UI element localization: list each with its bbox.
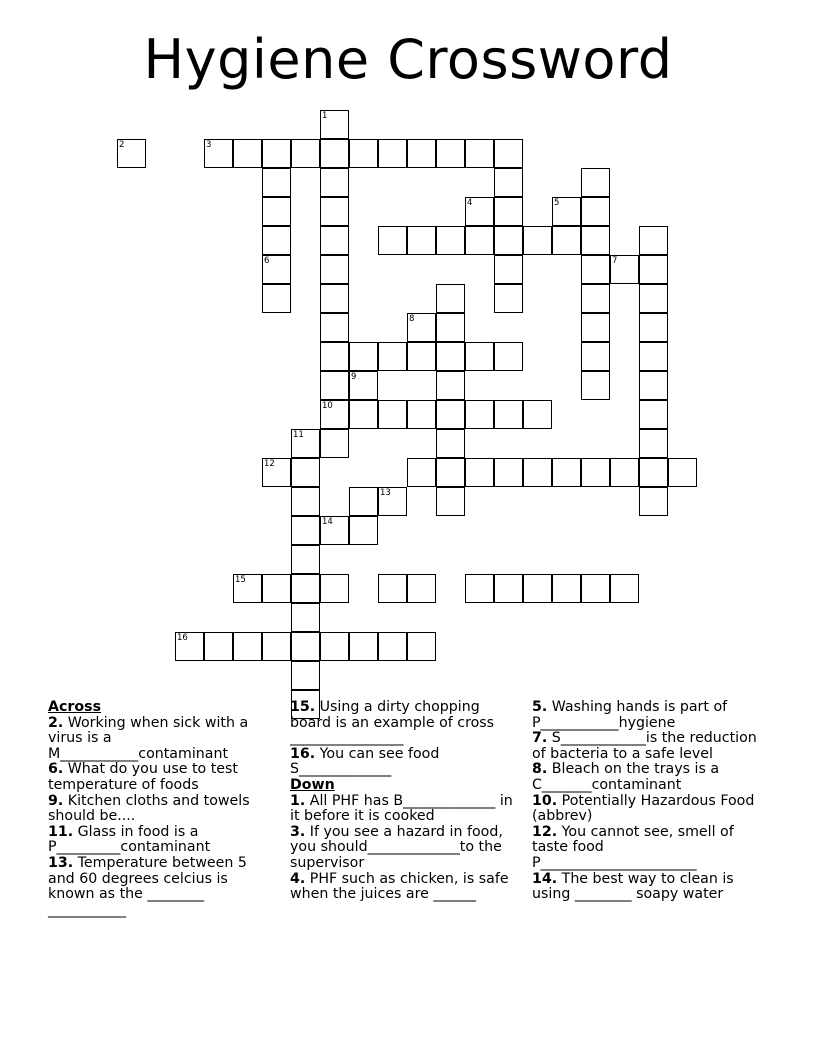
- crossword-cell[interactable]: [581, 313, 610, 342]
- crossword-cell[interactable]: [349, 139, 378, 168]
- clue-number: 2.: [48, 714, 64, 731]
- clues-column-2: [290, 700, 525, 903]
- crossword-cell[interactable]: [320, 371, 349, 400]
- clue-number: 10.: [532, 792, 558, 809]
- crossword-cell[interactable]: [465, 342, 494, 371]
- clue-number-label: 15: [235, 575, 246, 585]
- crossword-cell[interactable]: [291, 139, 320, 168]
- crossword-cell[interactable]: [436, 487, 465, 516]
- clue-text: PHF such as chicken, is safe when the juices are ______: [290, 870, 509, 903]
- clue-item: [290, 700, 525, 747]
- clue-text: Glass in food is a P_________contaminant: [48, 823, 211, 856]
- clue-item: [48, 825, 268, 856]
- crossword-cell[interactable]: [262, 226, 291, 255]
- clue-number: 3.: [290, 823, 306, 840]
- clue-number: 1.: [290, 792, 306, 809]
- crossword-cell[interactable]: [581, 168, 610, 197]
- crossword-cell[interactable]: [523, 458, 552, 487]
- crossword-cell[interactable]: [233, 574, 262, 603]
- crossword-cell[interactable]: [639, 226, 668, 255]
- crossword-cell[interactable]: [465, 458, 494, 487]
- clue-number-label: 13: [380, 488, 391, 498]
- crossword-cell[interactable]: [204, 139, 233, 168]
- clue-list-col2-across: [290, 700, 525, 778]
- crossword-cell[interactable]: [465, 400, 494, 429]
- crossword-cell[interactable]: [291, 603, 320, 632]
- crossword-cell[interactable]: [262, 458, 291, 487]
- crossword-cell[interactable]: [494, 342, 523, 371]
- crossword-cell[interactable]: [204, 632, 233, 661]
- crossword-cell[interactable]: [320, 110, 349, 139]
- crossword-cell[interactable]: [581, 226, 610, 255]
- crossword-cell[interactable]: [639, 342, 668, 371]
- crossword-cell[interactable]: [291, 458, 320, 487]
- clue-item: [532, 762, 772, 793]
- clue-item: [532, 700, 772, 731]
- clue-text: What do you use to test temperature of foods: [48, 761, 238, 793]
- clue-item: [532, 825, 772, 872]
- crossword-cell[interactable]: [349, 487, 378, 516]
- clue-text: Working when sick with a virus is a M___________contaminant: [48, 714, 249, 762]
- crossword-cell[interactable]: [349, 632, 378, 661]
- crossword-cell[interactable]: [262, 632, 291, 661]
- crossword-cell[interactable]: [581, 574, 610, 603]
- clue-number-label: 11: [293, 430, 304, 440]
- clue-item: [48, 762, 268, 793]
- crossword-cell[interactable]: [320, 168, 349, 197]
- crossword-cell[interactable]: [407, 342, 436, 371]
- clue-text: Potentially Hazardous Food (abbrev): [532, 792, 755, 825]
- crossword-cell[interactable]: [639, 429, 668, 458]
- down-heading: Down: [290, 776, 335, 793]
- crossword-cell[interactable]: [581, 197, 610, 226]
- crossword-cell[interactable]: [494, 458, 523, 487]
- crossword-cell[interactable]: [581, 255, 610, 284]
- clue-item: [290, 825, 525, 872]
- clue-number: 4.: [290, 870, 306, 887]
- clue-number: 8.: [532, 761, 548, 778]
- crossword-cell[interactable]: [320, 255, 349, 284]
- crossword-cell[interactable]: [581, 342, 610, 371]
- crossword-cell[interactable]: [436, 371, 465, 400]
- crossword-cell[interactable]: [639, 371, 668, 400]
- crossword-cell[interactable]: [117, 139, 146, 168]
- clue-text: The best way to clean is using ________ soapy water: [532, 870, 734, 903]
- crossword-cell[interactable]: [494, 255, 523, 284]
- clue-text: Kitchen cloths and towels should be....: [48, 792, 250, 825]
- clue-text: You cannot see, smell of taste food P______________________: [532, 823, 734, 871]
- crossword-cell[interactable]: [378, 487, 407, 516]
- crossword-cell[interactable]: [407, 139, 436, 168]
- crossword-cell[interactable]: [639, 487, 668, 516]
- crossword-cell[interactable]: [262, 197, 291, 226]
- crossword-cell[interactable]: [494, 168, 523, 197]
- crossword-cell[interactable]: [639, 255, 668, 284]
- crossword-cell[interactable]: [639, 400, 668, 429]
- clue-item: [532, 794, 772, 825]
- crossword-cell[interactable]: [291, 429, 320, 458]
- clue-item: [290, 872, 525, 903]
- clue-list-col1: [48, 716, 268, 919]
- clue-text: Bleach on the trays is a C_______contaminant: [532, 761, 720, 793]
- crossword-cell[interactable]: [494, 226, 523, 255]
- crossword-cell[interactable]: [291, 574, 320, 603]
- crossword-cell[interactable]: [262, 139, 291, 168]
- crossword-cell[interactable]: [378, 226, 407, 255]
- clue-text: Washing hands is part of P___________hygiene: [532, 699, 728, 731]
- clue-number: 15.: [290, 699, 316, 715]
- crossword-cell[interactable]: [494, 574, 523, 603]
- crossword-cell[interactable]: [320, 342, 349, 371]
- crossword-cell[interactable]: [320, 139, 349, 168]
- crossword-cell[interactable]: [552, 458, 581, 487]
- crossword-cell[interactable]: [320, 574, 349, 603]
- crossword-cell[interactable]: [349, 400, 378, 429]
- clue-text: If you see a hazard in food, you should_____________to the supervisor: [290, 823, 503, 871]
- crossword-cell[interactable]: [320, 632, 349, 661]
- clue-text: S____________is the reduction of bacteria to a safe level: [532, 730, 757, 762]
- crossword-cell[interactable]: [494, 284, 523, 313]
- clue-number-label: 9: [351, 372, 357, 382]
- crossword-cell[interactable]: [436, 313, 465, 342]
- clue-number: 13.: [48, 854, 74, 871]
- crossword-cell[interactable]: [494, 197, 523, 226]
- clue-number-label: 10: [322, 401, 333, 411]
- clue-number: 9.: [48, 792, 64, 809]
- crossword-cell[interactable]: [378, 400, 407, 429]
- crossword-cell[interactable]: [552, 574, 581, 603]
- clue-number-label: 5: [554, 198, 560, 208]
- crossword-cell[interactable]: [581, 371, 610, 400]
- clue-item: [48, 716, 268, 763]
- crossword-cell[interactable]: [320, 226, 349, 255]
- crossword-cell[interactable]: [581, 458, 610, 487]
- clues-column-3: [532, 700, 772, 903]
- crossword-cell[interactable]: [523, 226, 552, 255]
- clue-text: Temperature between 5 and 60 degrees celcius is known as the ________ ___________: [48, 854, 247, 918]
- crossword-cell[interactable]: [407, 313, 436, 342]
- clue-number: 16.: [290, 745, 316, 762]
- crossword-cell[interactable]: [610, 574, 639, 603]
- clue-text: You can see food S_____________: [290, 745, 440, 778]
- crossword-cell[interactable]: [291, 632, 320, 661]
- clue-text: All PHF has B_____________ in it before it is cooked: [290, 792, 513, 825]
- crossword-cell[interactable]: [262, 255, 291, 284]
- crossword-cell[interactable]: [465, 574, 494, 603]
- clue-number-label: 8: [409, 314, 415, 324]
- crossword-cell[interactable]: [291, 487, 320, 516]
- clue-text: Using a dirty chopping board is an example of cross ________________: [290, 699, 495, 747]
- clue-number-label: 14: [322, 517, 333, 527]
- crossword-cell[interactable]: [407, 400, 436, 429]
- crossword-cell[interactable]: [494, 400, 523, 429]
- clue-number: 7.: [532, 730, 548, 747]
- clue-item: [532, 872, 772, 903]
- crossword-cell[interactable]: [436, 342, 465, 371]
- crossword-cell[interactable]: [639, 313, 668, 342]
- clue-number-label: 4: [467, 198, 473, 208]
- crossword-cell[interactable]: [465, 139, 494, 168]
- clue-number-label: 3: [206, 140, 212, 150]
- crossword-cell[interactable]: [349, 342, 378, 371]
- crossword-cell[interactable]: [320, 516, 349, 545]
- clue-number: 12.: [532, 823, 558, 840]
- clue-number: 5.: [532, 699, 548, 715]
- clue-number-label: 16: [177, 633, 188, 643]
- crossword-cell[interactable]: [349, 371, 378, 400]
- clue-number: 14.: [532, 870, 558, 887]
- across-heading: Across: [48, 699, 102, 715]
- crossword-cell[interactable]: [233, 139, 262, 168]
- crossword-cell[interactable]: [407, 632, 436, 661]
- crossword-cell[interactable]: [320, 400, 349, 429]
- clue-item: [48, 794, 268, 825]
- crossword-cell[interactable]: [610, 255, 639, 284]
- crossword-cell[interactable]: [581, 284, 610, 313]
- crossword-cell[interactable]: [233, 632, 262, 661]
- crossword-cell[interactable]: [407, 458, 436, 487]
- clue-list-col2-down: [290, 794, 525, 903]
- crossword-cell[interactable]: [436, 139, 465, 168]
- crossword-cell[interactable]: [291, 516, 320, 545]
- clue-number-label: 6: [264, 256, 270, 266]
- crossword-cell[interactable]: [436, 400, 465, 429]
- crossword-cell[interactable]: [552, 226, 581, 255]
- crossword-cell[interactable]: [523, 400, 552, 429]
- crossword-cell[interactable]: [436, 429, 465, 458]
- crossword-cell[interactable]: [378, 139, 407, 168]
- page-title: Hygiene Crossword: [143, 28, 673, 91]
- crossword-cell[interactable]: [262, 284, 291, 313]
- crossword-cell[interactable]: [320, 313, 349, 342]
- clue-number: 6.: [48, 761, 64, 778]
- crossword-cell[interactable]: [320, 429, 349, 458]
- crossword-cell[interactable]: [378, 632, 407, 661]
- crossword-cell[interactable]: [349, 516, 378, 545]
- clue-number: 11.: [48, 823, 74, 840]
- crossword-cell[interactable]: [639, 284, 668, 313]
- clue-number-label: 2: [119, 140, 125, 150]
- crossword-cell[interactable]: [175, 632, 204, 661]
- clue-item: [290, 794, 525, 825]
- crossword-cell[interactable]: [407, 574, 436, 603]
- crossword-cell[interactable]: [552, 197, 581, 226]
- clue-list-col3: [532, 700, 772, 903]
- crossword-cell[interactable]: [407, 226, 436, 255]
- crossword-cell[interactable]: [610, 458, 639, 487]
- crossword-cell[interactable]: [436, 458, 465, 487]
- crossword-cell[interactable]: [465, 197, 494, 226]
- clue-item: [532, 731, 772, 762]
- crossword-cell[interactable]: [494, 139, 523, 168]
- crossword-cell[interactable]: [523, 574, 552, 603]
- clues-column-1: [48, 700, 268, 918]
- clue-number-label: 1: [322, 111, 328, 121]
- clue-number-label: 12: [264, 459, 275, 469]
- crossword-cell[interactable]: [262, 168, 291, 197]
- clue-item: [290, 747, 525, 778]
- clue-number-label: 7: [612, 256, 618, 266]
- crossword-cell[interactable]: [378, 342, 407, 371]
- crossword-cell[interactable]: [436, 226, 465, 255]
- crossword-cell[interactable]: [320, 284, 349, 313]
- crossword-cell[interactable]: [262, 574, 291, 603]
- clue-item: [48, 856, 268, 918]
- crossword-cell[interactable]: [436, 284, 465, 313]
- crossword-cell[interactable]: [668, 458, 697, 487]
- crossword-cell[interactable]: [291, 661, 320, 690]
- crossword-cell[interactable]: [320, 197, 349, 226]
- crossword-cell[interactable]: [291, 545, 320, 574]
- crossword-cell[interactable]: [378, 574, 407, 603]
- crossword-cell[interactable]: [639, 458, 668, 487]
- crossword-cell[interactable]: [465, 226, 494, 255]
